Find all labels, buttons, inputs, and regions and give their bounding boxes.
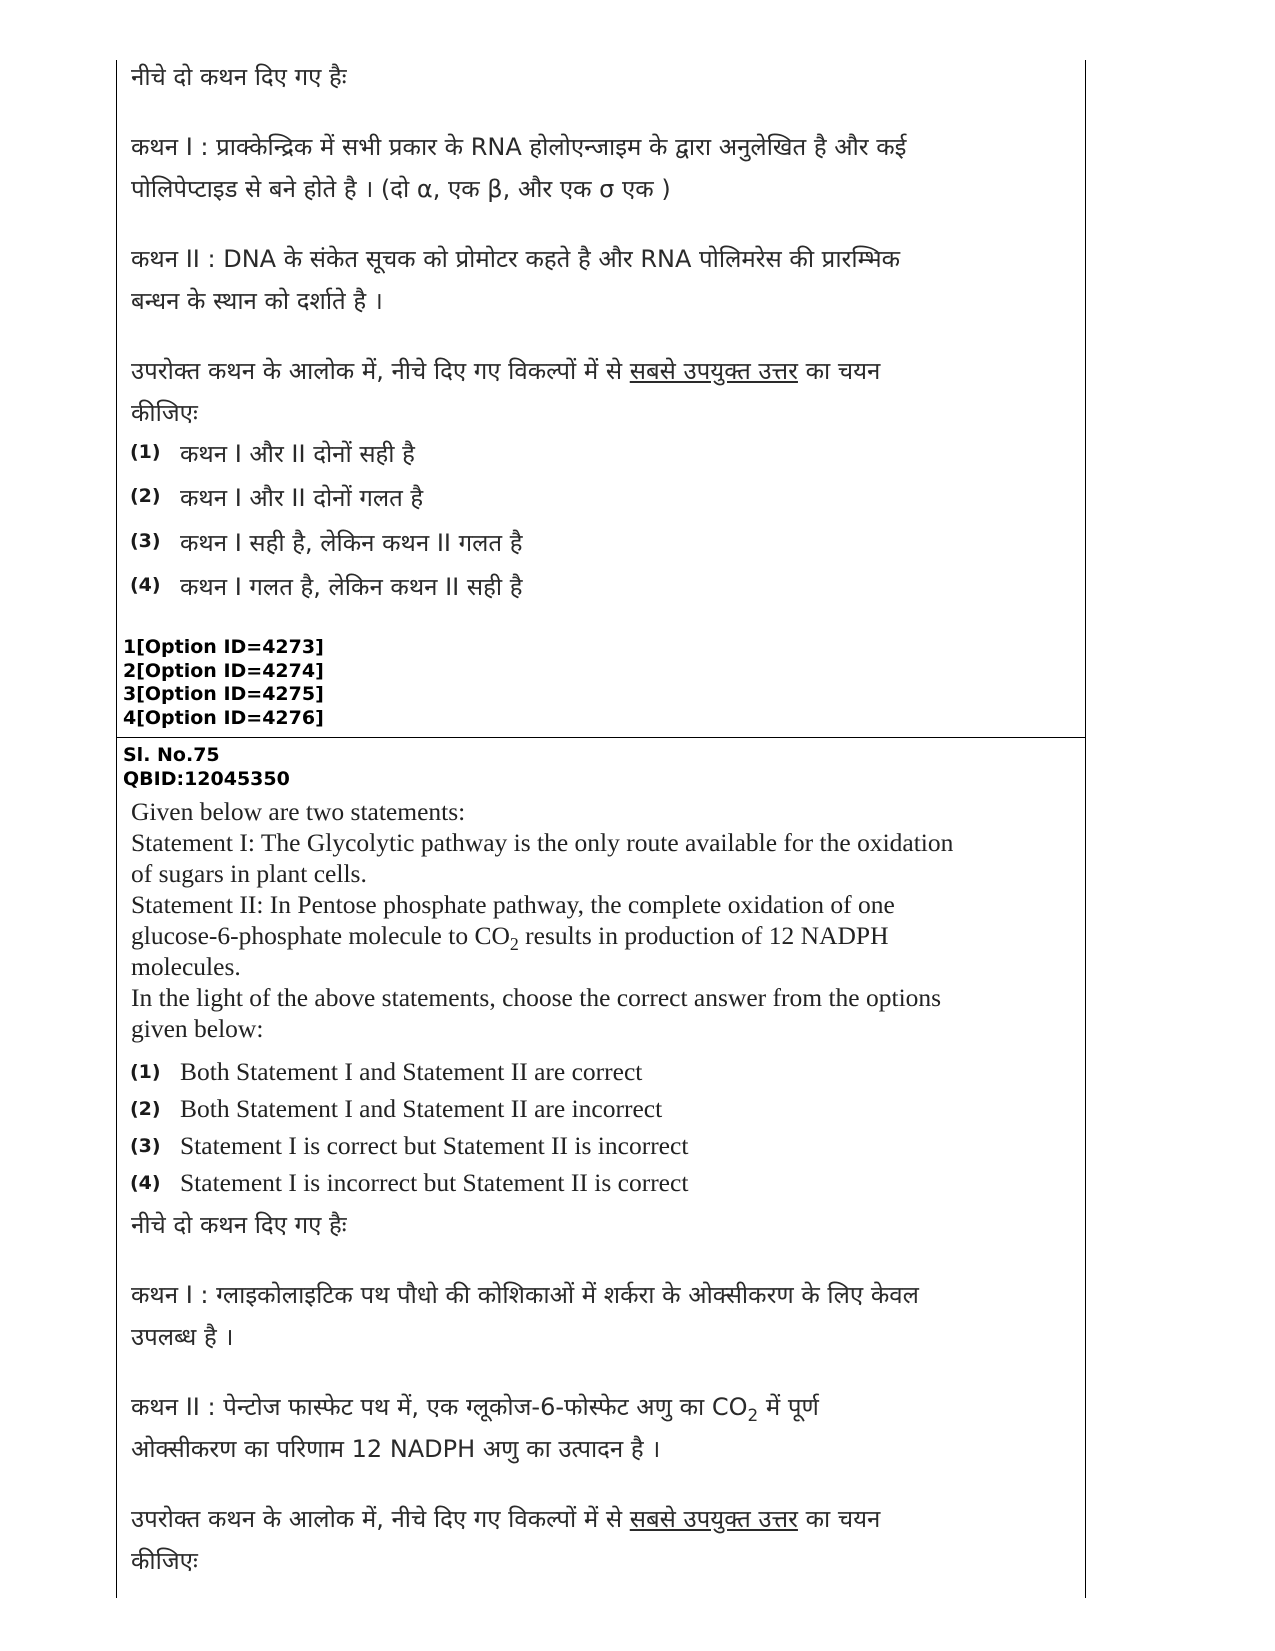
q75-text-line: Statement II: In Pentose phosphate pathway, the complete oxidation of one bbox=[131, 890, 895, 919]
q74-option-number: (3) bbox=[130, 530, 161, 552]
q75-hi-instruction-underlined: सबसे उपयुक्त उत्तर bbox=[629, 1505, 798, 1533]
q74-statement2-line1: कथन II : DNA के संकेत सूचक को प्रोमोटर कहते है और RNA पोलिमरेस की प्रारम्भिक bbox=[131, 245, 901, 273]
q75-option-text: Both Statement I and Statement II are correct bbox=[180, 1057, 643, 1086]
q74-intro: नीचे दो कथन दिए गए हैः bbox=[131, 63, 347, 91]
q74-option-number: (1) bbox=[130, 441, 161, 463]
serial-number: Sl. No.75 bbox=[123, 744, 220, 766]
q75-option-number: (4) bbox=[130, 1172, 161, 1194]
q75-option-number: (2) bbox=[130, 1098, 161, 1120]
q75-hi-statement1-line1: कथन I : ग्लाइकोलाइटिक पथ पौधो की कोशिकाओं में शर्करा के ओक्सीकरण के लिए केवल bbox=[131, 1281, 919, 1309]
q74-instruction-line2: कीजिएः bbox=[131, 399, 198, 427]
q74-option-number: (2) bbox=[130, 485, 161, 507]
q75-hi-statement2-line1: कथन II : पेन्टोज फास्फेट पथ में, एक ग्लूकोज-6-फोस्फेट अणु का $CO_2$ में पूर्ण bbox=[131, 1393, 819, 1425]
q74-statement1-line2: पोलिपेप्टाइड से बने होते है । (दो α, एक β, और एक σ एक ) bbox=[131, 175, 671, 203]
q74-option-text: कथन I गलत है, लेकिन कथन II सही है bbox=[180, 573, 523, 601]
q75-hi-instruction-line1: उपरोक्त कथन के आलोक में, नीचे दिए गए विकल्पों में से सबसे उपयुक्त उत्तर का चयन bbox=[131, 1505, 881, 1533]
question-divider bbox=[116, 737, 1086, 738]
option-id-line: 4[Option ID=4276] bbox=[123, 707, 324, 729]
q75-option-text: Statement I is incorrect but Statement II is correct bbox=[180, 1168, 689, 1197]
q75-text-line: molecules. bbox=[131, 952, 241, 981]
q75-text-line: Statement I: The Glycolytic pathway is the only route available for the oxidation bbox=[131, 828, 954, 857]
q75-text-line: of sugars in plant cells. bbox=[131, 859, 367, 888]
q75-text-line: In the light of the above statements, choose the correct answer from the options bbox=[131, 983, 942, 1012]
q75-hi-statement1-line2: उपलब्ध है । bbox=[131, 1323, 234, 1351]
q75-option-number: (3) bbox=[130, 1135, 161, 1157]
q74-instruction-underlined: सबसे उपयुक्त उत्तर bbox=[629, 357, 798, 385]
q75-hi-instruction-line2: कीजिएः bbox=[131, 1547, 198, 1575]
q75-option-text: Both Statement I and Statement II are incorrect bbox=[180, 1094, 663, 1123]
q75-hi-intro: नीचे दो कथन दिए गए हैः bbox=[131, 1211, 347, 1239]
q75-text-line: given below: bbox=[131, 1014, 264, 1043]
q74-option-number: (4) bbox=[130, 574, 161, 596]
q75-text-line: glucose-6-phosphate molecule to $CO_2$ results in production of 12 NADPH bbox=[131, 921, 889, 955]
q74-option-text: कथन I सही है, लेकिन कथन II गलत है bbox=[180, 529, 523, 557]
q75-text-line: Given below are two statements: bbox=[131, 797, 466, 826]
option-id-line: 3[Option ID=4275] bbox=[123, 683, 324, 705]
q74-option-text: कथन I और II दोनों सही है bbox=[180, 440, 415, 468]
q75-hi-statement2-line2: ओक्सीकरण का परिणाम 12 NADPH अणु का उत्पादन है । bbox=[131, 1435, 661, 1463]
q75-option-text: Statement I is correct but Statement II is incorrect bbox=[180, 1131, 689, 1160]
q74-statement2-line2: बन्धन के स्थान को दर्शाते है । bbox=[131, 287, 383, 315]
q74-statement1-line1: कथन I : प्राक्केन्द्रिक में सभी प्रकार के RNA होलोएन्जाइम के द्वारा अनुलेखित है और कई bbox=[131, 133, 907, 161]
qbid: QBID:12045350 bbox=[123, 768, 290, 790]
option-id-line: 2[Option ID=4274] bbox=[123, 660, 324, 682]
q74-option-text: कथन I और II दोनों गलत है bbox=[180, 484, 424, 512]
q75-option-number: (1) bbox=[130, 1061, 161, 1083]
option-id-line: 1[Option ID=4273] bbox=[123, 636, 324, 658]
q74-instruction-line1: उपरोक्त कथन के आलोक में, नीचे दिए गए विकल्पों में से सबसे उपयुक्त उत्तर का चयन bbox=[131, 357, 881, 385]
